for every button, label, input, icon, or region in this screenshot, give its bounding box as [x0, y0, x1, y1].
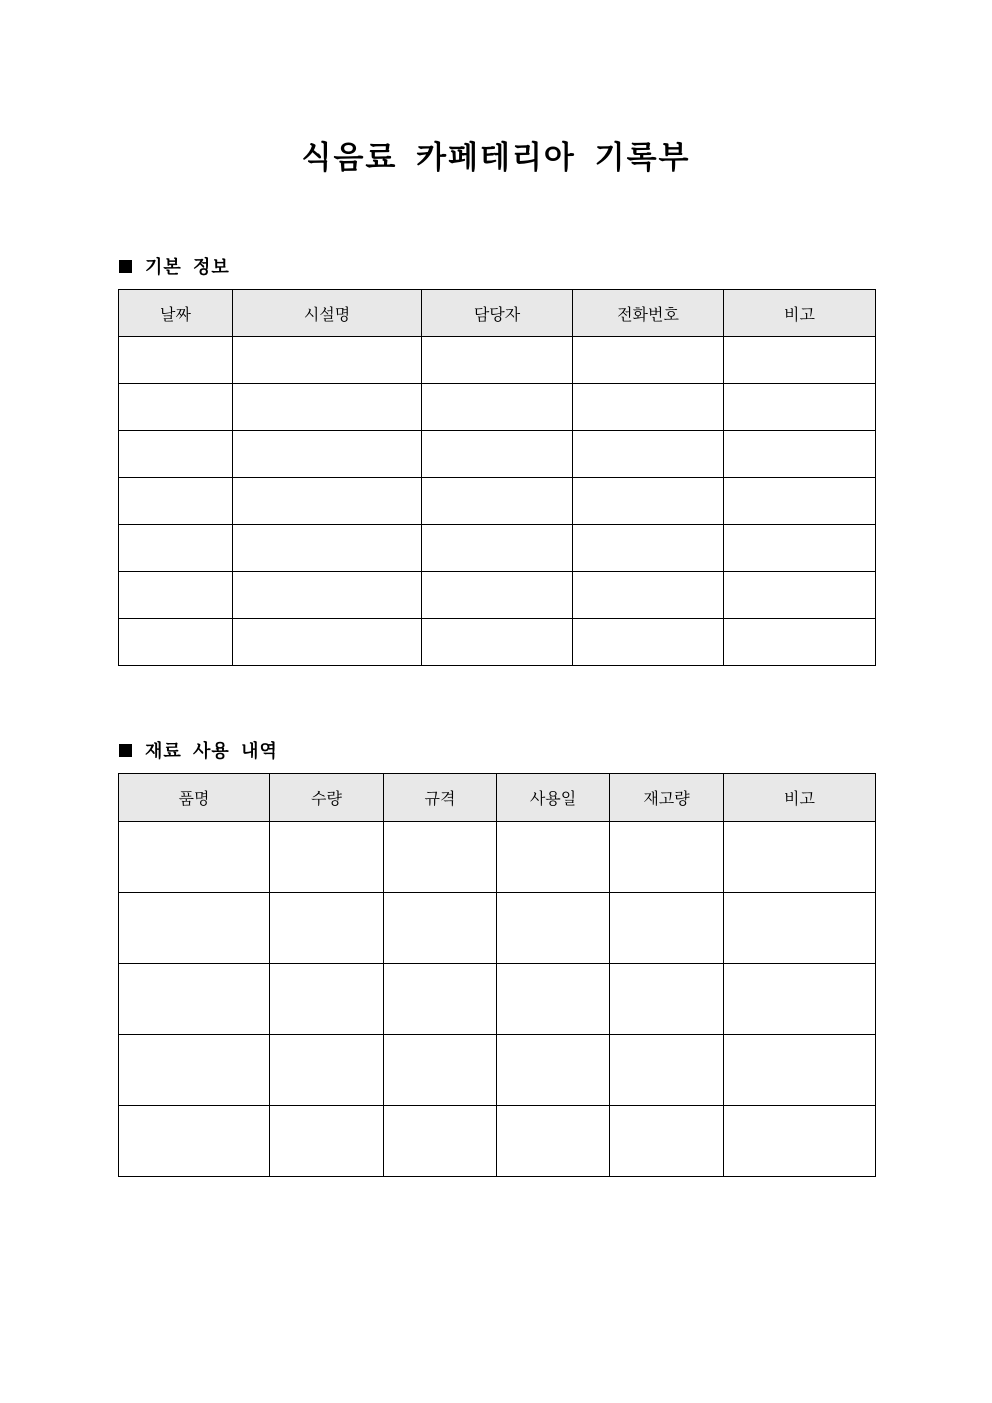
table-cell[interactable]: [610, 822, 724, 893]
table-cell[interactable]: [270, 1035, 384, 1106]
table-cell[interactable]: [724, 1106, 876, 1177]
table-cell[interactable]: [422, 572, 573, 619]
table-header-row: [119, 290, 876, 337]
column-header-date: 날짜: [119, 290, 233, 337]
table-cell[interactable]: [119, 893, 270, 964]
table-cell[interactable]: [119, 964, 270, 1035]
table-cell[interactable]: [724, 1035, 876, 1106]
table-row: [119, 1106, 876, 1177]
table-cell[interactable]: [384, 893, 497, 964]
table-cell[interactable]: [422, 478, 573, 525]
table-cell[interactable]: [573, 431, 724, 478]
table-cell[interactable]: [119, 619, 233, 666]
table-cell[interactable]: [610, 1106, 724, 1177]
table-cell[interactable]: [573, 337, 724, 384]
column-header-notes: 비고: [724, 290, 876, 337]
table-cell[interactable]: [270, 822, 384, 893]
table-cell[interactable]: [724, 525, 876, 572]
table-cell[interactable]: [422, 384, 573, 431]
material-usage-heading-text: 재료 사용 내역: [145, 741, 278, 762]
table-row: [119, 384, 876, 431]
table-cell[interactable]: [384, 822, 497, 893]
table-cell[interactable]: [119, 1035, 270, 1106]
table-row: [119, 1035, 876, 1106]
table-cell[interactable]: [573, 572, 724, 619]
column-header-facility: 시설명: [233, 290, 422, 337]
column-header-item-name: 품명: [119, 774, 270, 822]
table-cell[interactable]: [422, 337, 573, 384]
square-bullet-icon: [119, 744, 132, 757]
table-cell[interactable]: [233, 572, 422, 619]
table-cell[interactable]: [724, 431, 876, 478]
table-header-row: [119, 774, 876, 822]
table-cell[interactable]: [724, 572, 876, 619]
table-cell[interactable]: [610, 964, 724, 1035]
table-cell[interactable]: [233, 431, 422, 478]
table-cell[interactable]: [119, 1106, 270, 1177]
table-cell[interactable]: [573, 525, 724, 572]
material-usage-table: [118, 773, 876, 1177]
column-header-spec: 규격: [384, 774, 497, 822]
table-cell[interactable]: [233, 619, 422, 666]
basic-info-table: [118, 289, 876, 666]
table-cell[interactable]: [724, 893, 876, 964]
column-header-phone: 전화번호: [573, 290, 724, 337]
square-bullet-icon: [119, 260, 132, 273]
document-title: 식음료 카페테리아 기록부: [301, 140, 691, 176]
table-cell[interactable]: [233, 384, 422, 431]
table-cell[interactable]: [573, 384, 724, 431]
table-cell[interactable]: [119, 478, 233, 525]
table-cell[interactable]: [497, 1035, 610, 1106]
table-row: [119, 572, 876, 619]
column-header-usage-date: 사용일: [497, 774, 610, 822]
table-cell[interactable]: [119, 337, 233, 384]
table-cell[interactable]: [497, 1106, 610, 1177]
table-cell[interactable]: [270, 893, 384, 964]
table-cell[interactable]: [119, 572, 233, 619]
basic-info-heading-text: 기본 정보: [145, 257, 230, 278]
table-cell[interactable]: [233, 525, 422, 572]
table-cell[interactable]: [233, 478, 422, 525]
table-row: [119, 964, 876, 1035]
table-cell[interactable]: [270, 1106, 384, 1177]
table-row: [119, 478, 876, 525]
table-cell[interactable]: [422, 525, 573, 572]
table-cell[interactable]: [384, 1106, 497, 1177]
table-cell[interactable]: [233, 337, 422, 384]
table-cell[interactable]: [119, 384, 233, 431]
table-cell[interactable]: [724, 337, 876, 384]
table-cell[interactable]: [573, 619, 724, 666]
table-cell[interactable]: [724, 964, 876, 1035]
table-row: [119, 619, 876, 666]
table-cell[interactable]: [119, 525, 233, 572]
table-cell[interactable]: [724, 478, 876, 525]
material-usage-heading: [119, 737, 278, 763]
table-cell[interactable]: [384, 964, 497, 1035]
table-row: [119, 525, 876, 572]
table-cell[interactable]: [119, 822, 270, 893]
table-cell[interactable]: [724, 619, 876, 666]
table-row: [119, 337, 876, 384]
table-cell[interactable]: [497, 893, 610, 964]
table-row: [119, 893, 876, 964]
table-cell[interactable]: [724, 822, 876, 893]
table-cell[interactable]: [610, 893, 724, 964]
table-cell[interactable]: [497, 822, 610, 893]
table-cell[interactable]: [497, 964, 610, 1035]
column-header-stock: 재고량: [610, 774, 724, 822]
table-row: [119, 822, 876, 893]
column-header-manager: 담당자: [422, 290, 573, 337]
column-header-notes: 비고: [724, 774, 876, 822]
column-header-quantity: 수량: [270, 774, 384, 822]
table-cell[interactable]: [573, 478, 724, 525]
basic-info-heading: [119, 253, 230, 279]
table-row: [119, 431, 876, 478]
table-cell[interactable]: [422, 619, 573, 666]
table-cell[interactable]: [384, 1035, 497, 1106]
table-cell[interactable]: [724, 384, 876, 431]
table-cell[interactable]: [270, 964, 384, 1035]
table-cell[interactable]: [610, 1035, 724, 1106]
table-cell[interactable]: [422, 431, 573, 478]
table-cell[interactable]: [119, 431, 233, 478]
